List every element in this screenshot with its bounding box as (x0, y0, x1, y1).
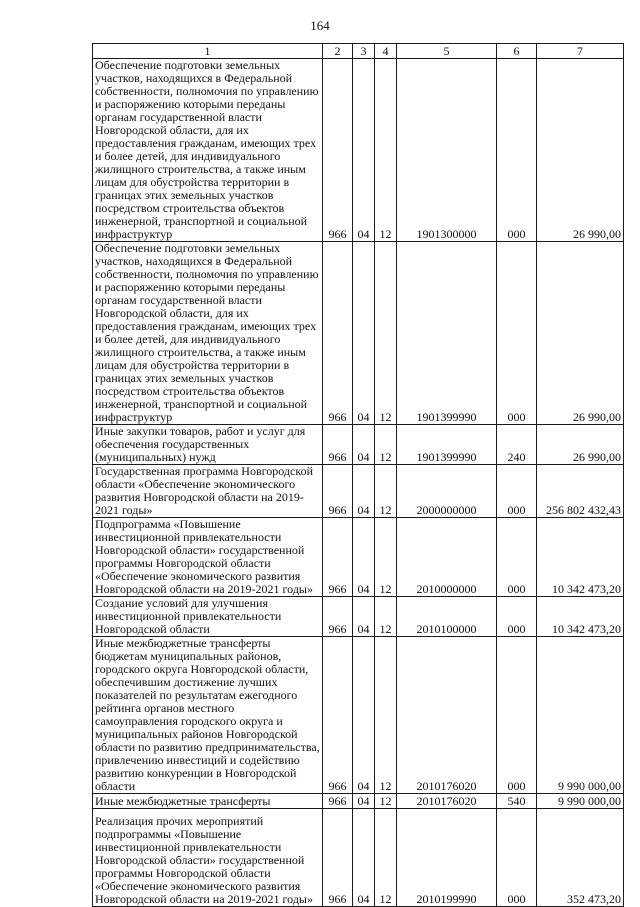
row-sum: 9 990 000,00 (537, 794, 624, 809)
row-grbs: 966 (323, 794, 353, 809)
row-expense-type: 000 (497, 809, 537, 907)
table-row (93, 59, 624, 242)
row-expense-type: 000 (497, 242, 537, 425)
row-grbs: 966 (323, 242, 353, 425)
row-name: Обеспечение подготовки земельных участков, находящихся в Федеральной собственности, полномочия по управлению и распоряжению которыми переданы органам государственной власти Новгородской области, для их предоставления гражданам, имеющих трех и более детей, для индивидуального жилищного строительства, а также иным лицам для обустройства территории в границах этих земельных участков посредством строительства объектов инженерной, транспортной и социальной инфраструктур (93, 242, 323, 425)
table-row (93, 809, 624, 907)
row-target-code: 2010176020 (397, 637, 497, 794)
column-header-2: 2 (323, 44, 353, 59)
row-name: Государственная программа Новгородской области «Обеспечение экономического развития Новгородской области на 2019-2021 годы» (93, 465, 323, 518)
row-subsection: 12 (375, 597, 397, 637)
table-header-row (93, 44, 624, 59)
column-header-4: 4 (375, 44, 397, 59)
row-target-code: 1901399990 (397, 425, 497, 465)
row-expense-type: 000 (497, 597, 537, 637)
row-expense-type: 000 (497, 637, 537, 794)
row-sum: 10 342 473,20 (537, 597, 624, 637)
row-grbs: 966 (323, 518, 353, 597)
row-name: Иные межбюджетные трансферты бюджетам муниципальных районов, городского округа Новгородской области, обеспечившим достижение лучших показателей по результатам ежегодного рейтинга органов местного самоуправления городского округа и муниципальных районов Новгородской области по развитию предпринимательства, привлечению инвестиций и содействию развитию конкуренции в Новгородской области (93, 637, 323, 794)
row-subsection: 12 (375, 242, 397, 425)
row-sum: 26 990,00 (537, 242, 624, 425)
row-target-code: 1901300000 (397, 59, 497, 242)
table-row (93, 794, 624, 809)
row-sum: 256 802 432,43 (537, 465, 624, 518)
table-row (93, 597, 624, 637)
row-section: 04 (353, 809, 375, 907)
row-expense-type: 000 (497, 518, 537, 597)
row-grbs: 966 (323, 637, 353, 794)
row-section: 04 (353, 794, 375, 809)
row-name: Подпрограмма «Повышение инвестиционной привлекательности Новгородской области» государственной программы Новгородской области «Обеспечение экономического развития Новгородской области на 2019-2021 годы» (93, 518, 323, 597)
page-number: 164 (310, 18, 330, 33)
row-expense-type: 240 (497, 425, 537, 465)
table-row (93, 425, 624, 465)
row-section: 04 (353, 59, 375, 242)
row-name: Иные межбюджетные трансферты (93, 794, 323, 809)
row-subsection: 12 (375, 794, 397, 809)
row-name: Иные закупки товаров, работ и услуг для обеспечения государственных (муниципальных) нужд (93, 425, 323, 465)
row-grbs: 966 (323, 465, 353, 518)
row-sum: 26 990,00 (537, 425, 624, 465)
row-grbs: 966 (323, 809, 353, 907)
column-header-5: 5 (397, 44, 497, 59)
row-section: 04 (353, 637, 375, 794)
row-section: 04 (353, 425, 375, 465)
row-subsection: 12 (375, 518, 397, 597)
row-section: 04 (353, 518, 375, 597)
row-expense-type: 000 (497, 59, 537, 242)
row-subsection: 12 (375, 425, 397, 465)
column-header-6: 6 (497, 44, 537, 59)
row-target-code: 2010176020 (397, 794, 497, 809)
budget-table (92, 43, 624, 907)
column-header-1: 1 (93, 44, 323, 59)
row-sum: 352 473,20 (537, 809, 624, 907)
row-grbs: 966 (323, 59, 353, 242)
row-name: Реализация прочих мероприятий подпрограммы «Повышение инвестиционной привлекательности Новгородской области» государственной программы Новгородской области «Обеспечение экономического развития Новгородской области на 2019-2021 годы» (93, 809, 323, 907)
row-target-code: 2010199990 (397, 809, 497, 907)
table-row (93, 242, 624, 425)
row-section: 04 (353, 242, 375, 425)
row-expense-type: 540 (497, 794, 537, 809)
table-row (93, 465, 624, 518)
table-row (93, 637, 624, 794)
row-subsection: 12 (375, 59, 397, 242)
row-subsection: 12 (375, 809, 397, 907)
row-grbs: 966 (323, 425, 353, 465)
row-grbs: 966 (323, 597, 353, 637)
row-name: Обеспечение подготовки земельных участков, находящихся в Федеральной собственности, полномочия по управлению и распоряжению которыми переданы органам государственной власти Новгородской области, для их предоставления гражданам, имеющих трех и более детей, для индивидуального жилищного строительства, а также иным лицам для обустройства территории в границах этих земельных участков посредством строительства объектов инженерной, транспортной и социальной инфраструктур (93, 59, 323, 242)
column-header-7: 7 (537, 44, 624, 59)
row-section: 04 (353, 465, 375, 518)
row-section: 04 (353, 597, 375, 637)
column-header-3: 3 (353, 44, 375, 59)
row-name: Создание условий для улучшения инвестиционной привлекательности Новгородской области (93, 597, 323, 637)
row-target-code: 2010100000 (397, 597, 497, 637)
row-sum: 9 990 000,00 (537, 637, 624, 794)
row-sum: 10 342 473,20 (537, 518, 624, 597)
row-subsection: 12 (375, 637, 397, 794)
row-target-code: 2000000000 (397, 465, 497, 518)
row-target-code: 1901399990 (397, 242, 497, 425)
table-row (93, 518, 624, 597)
row-sum: 26 990,00 (537, 59, 624, 242)
row-expense-type: 000 (497, 465, 537, 518)
row-subsection: 12 (375, 465, 397, 518)
row-target-code: 2010000000 (397, 518, 497, 597)
